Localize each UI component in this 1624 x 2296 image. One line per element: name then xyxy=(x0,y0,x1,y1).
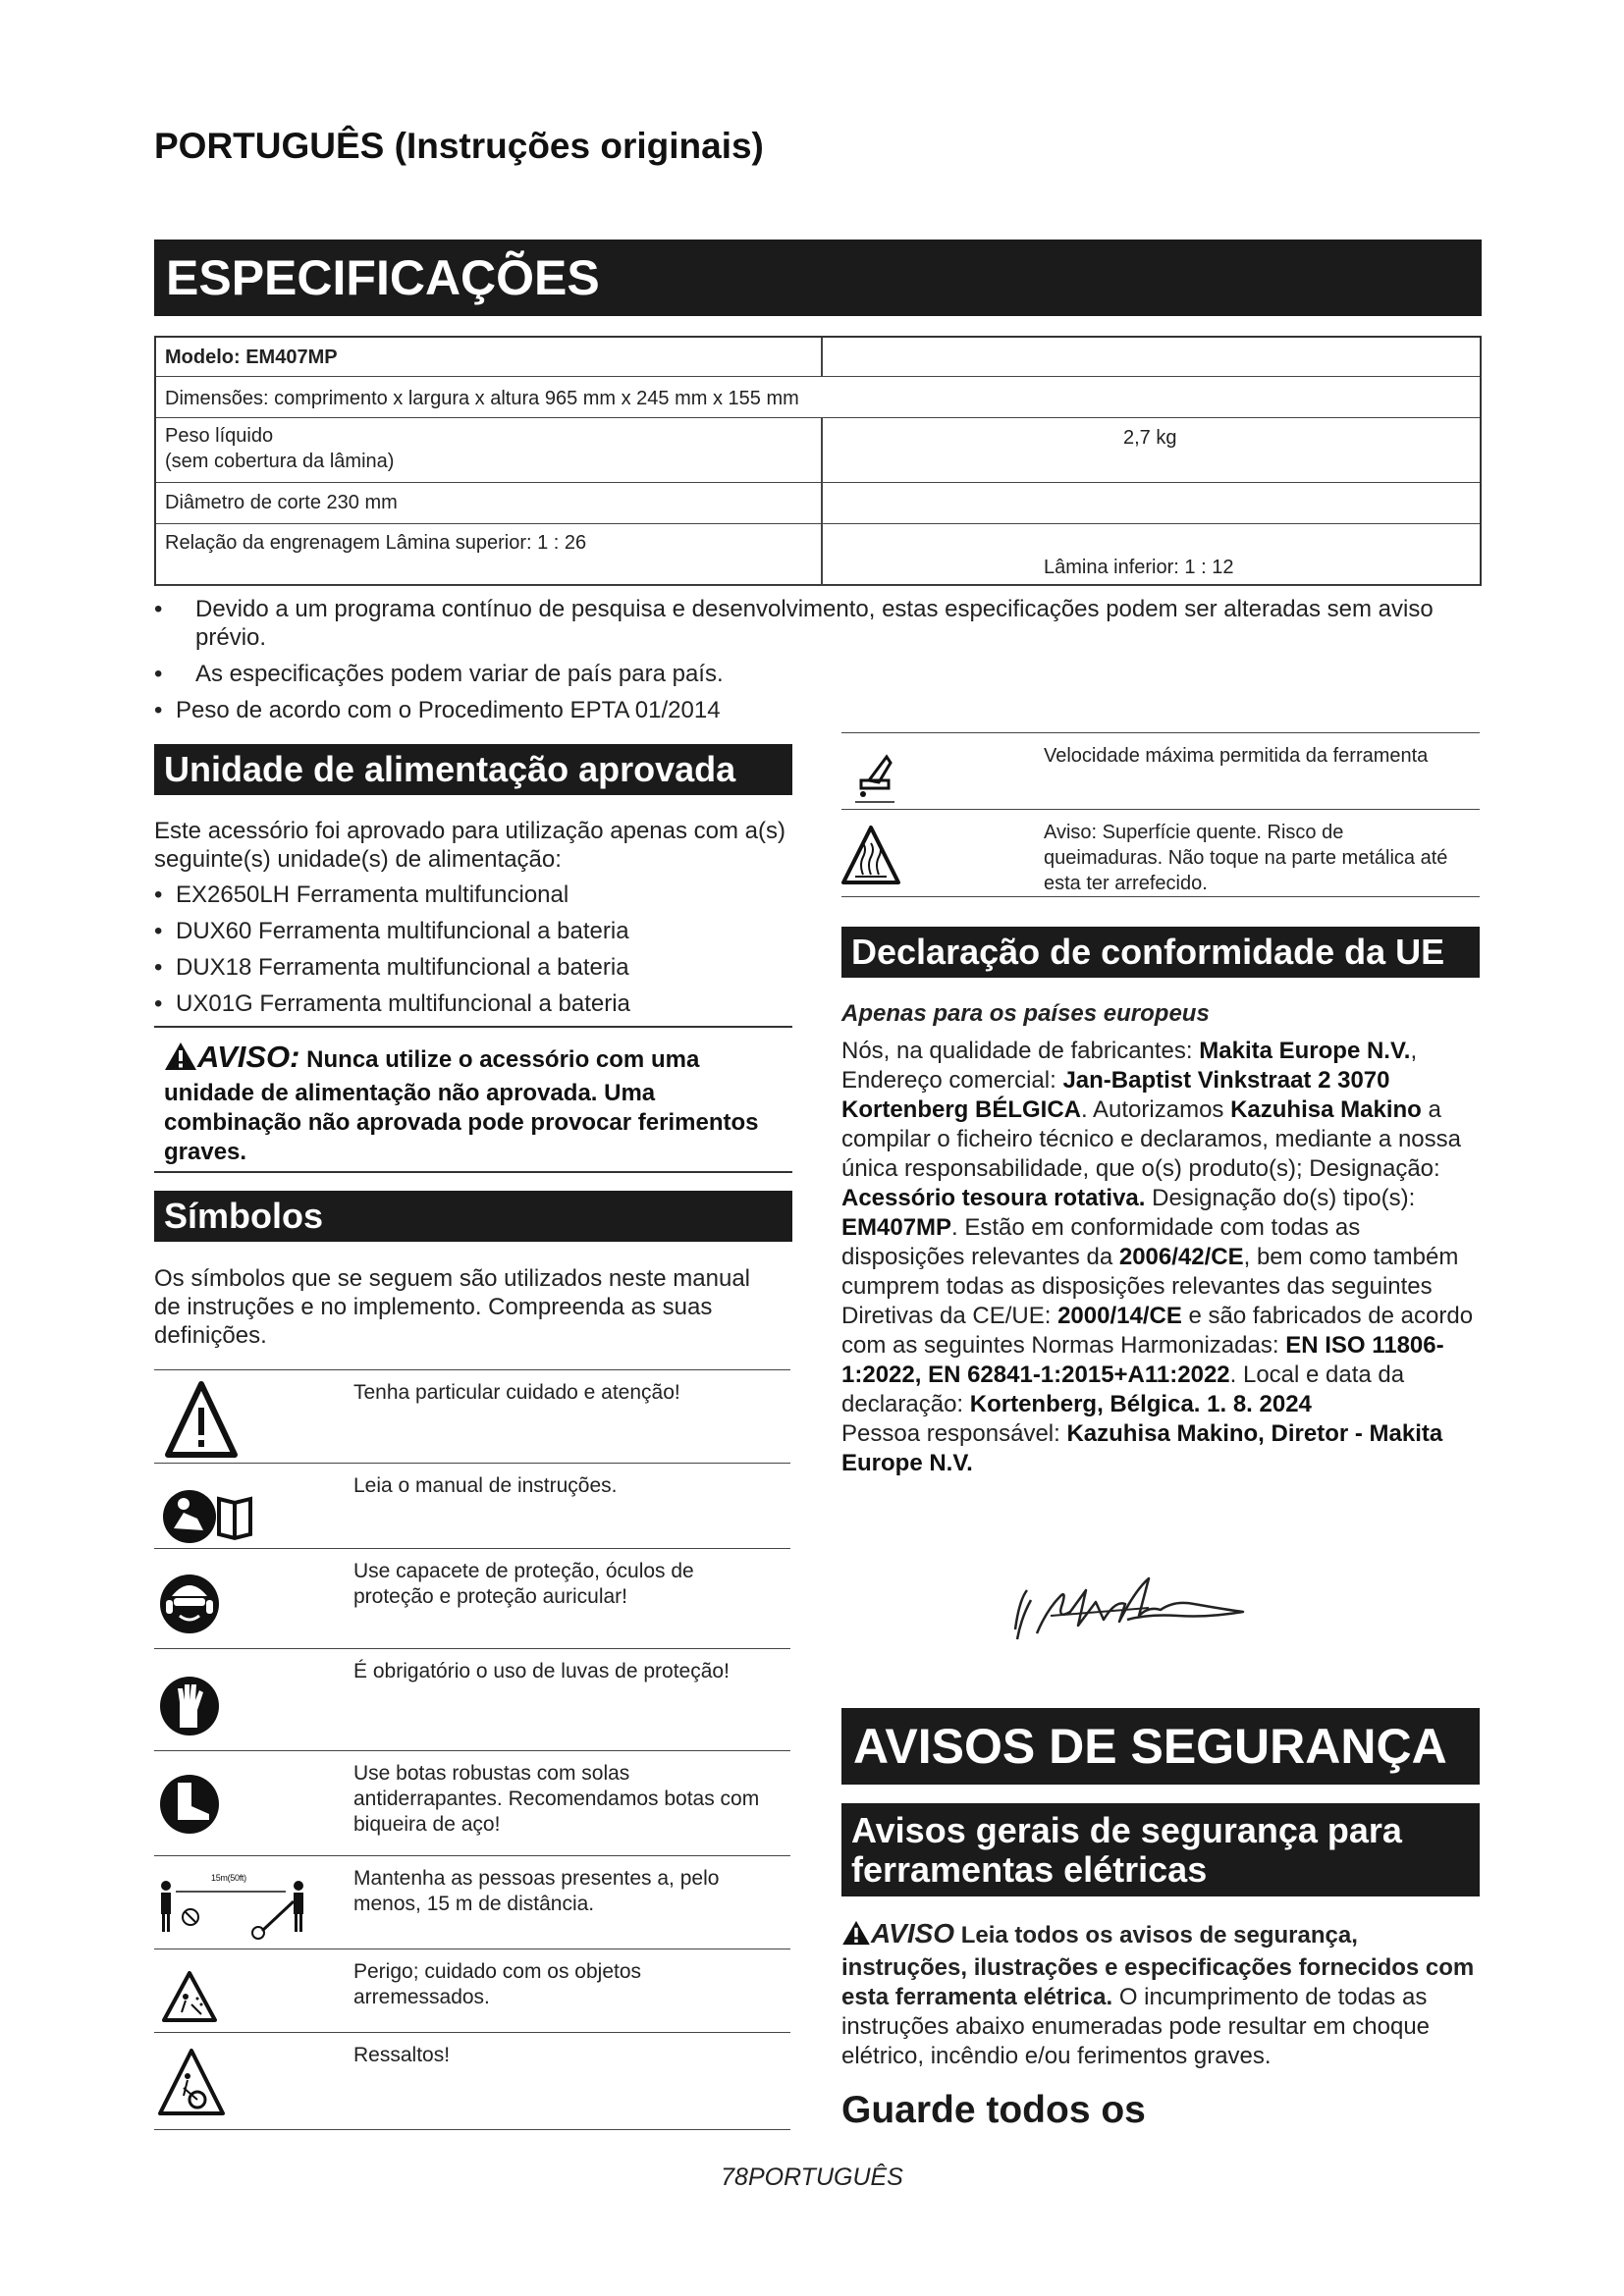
symbol-text: É obrigatório o uso de luvas de proteção! xyxy=(353,1660,730,1682)
spec-notes xyxy=(154,595,1460,732)
declaration-body xyxy=(841,999,1480,1478)
symbol-text: Perigo; cuidado com os objetos arremessados. xyxy=(353,1960,642,2008)
warning-label: AVISO: xyxy=(197,1040,300,1074)
warning-triangle-icon xyxy=(841,1920,871,1953)
spec-weight-sublabel: (sem cobertura da lâmina) xyxy=(165,451,395,472)
symbols-table-right xyxy=(841,732,1480,897)
safety-general-warning xyxy=(841,1919,1480,2071)
power-unit-item: • EX2650LH Ferramenta multifuncional xyxy=(154,881,792,909)
spec-note: • Peso de acordo com o Procedimento EPTA 01/2014 xyxy=(154,696,1460,724)
helmet-goggles-earmuffs-icon xyxy=(154,1559,331,1637)
power-unit-intro: Este acessório foi aprovado para utilização apenas com a(s) seguinte(s) unidade(s) de alimentação: xyxy=(154,818,786,873)
symbol-text: Use botas robustas com solas antiderrapantes. Recomendamos botas com biqueira de aço! xyxy=(353,1762,760,1836)
declaration-subheading: Apenas para os países europeus xyxy=(841,1000,1210,1027)
symbols-intro: Os símbolos que se seguem são utilizados neste manual de instruções e no implemento. Compreenda as suas definições. xyxy=(154,1265,750,1349)
symbol-row xyxy=(841,732,1480,809)
warning-triangle-icon xyxy=(154,1380,331,1459)
spec-note: • As especificações podem variar de país para país. xyxy=(154,660,1460,688)
spec-dimensions: Dimensões: comprimento x largura x altura 965 mm x 245 mm x 155 mm xyxy=(165,388,799,409)
spec-table xyxy=(154,336,1482,586)
symbol-row xyxy=(154,1463,790,1548)
kickback-icon xyxy=(154,2043,331,2121)
symbols-heading: Símbolos xyxy=(164,1196,324,1236)
warning-label: AVISO xyxy=(871,1918,955,1949)
language-title: PORTUGUÊS (Instruções originais) xyxy=(154,126,764,166)
page-footer: 78PORTUGUÊS xyxy=(721,2163,903,2191)
symbol-row xyxy=(154,1750,790,1855)
power-unit-heading-bar xyxy=(154,744,792,795)
power-unit-heading: Unidade de alimentação aprovada xyxy=(164,749,736,789)
symbol-text: Mantenha as pessoas presentes a, pelo menos, 15 m de distância. xyxy=(353,1867,720,1915)
symbol-row xyxy=(154,1369,790,1463)
safety-heading-bar xyxy=(841,1708,1480,1785)
declaration-heading: Declaração de conformidade da UE xyxy=(851,932,1445,972)
spec-gear-ratio-lower: Lâmina inferior: 1 : 12 xyxy=(1044,557,1234,578)
spec-model: Modelo: EM407MP xyxy=(165,347,338,368)
hot-surface-icon xyxy=(841,820,1018,898)
spec-cut-diameter: Diâmetro de corte 230 mm xyxy=(165,492,398,513)
symbols-heading-bar xyxy=(154,1191,792,1242)
specs-heading: ESPECIFICAÇÕES xyxy=(166,250,600,305)
symbol-row xyxy=(154,1648,790,1750)
symbol-row xyxy=(154,2032,790,2130)
power-unit-warning xyxy=(154,1026,792,1173)
symbol-text: Use capacete de proteção, óculos de proteção e proteção auricular! xyxy=(353,1560,694,1608)
spec-weight-value: 2,7 kg xyxy=(1123,427,1177,449)
spec-weight-label: Peso líquido xyxy=(165,425,274,447)
power-unit-item: • DUX60 Ferramenta multifuncional a bateria xyxy=(154,917,792,945)
symbols-table xyxy=(154,1369,790,2130)
thrown-objects-icon xyxy=(154,1959,331,2038)
symbol-text: Ressaltos! xyxy=(353,2044,451,2066)
spec-note: • Devido a um programa contínuo de pesquisa e desenvolvimento, estas especificações podem ser alteradas sem aviso prévio. xyxy=(154,595,1460,652)
symbol-row xyxy=(154,1548,790,1648)
symbol-text: Aviso: Superfície quente. Risco de queimaduras. Não toque na parte metálica até esta ter arrefecido. xyxy=(1044,822,1448,894)
safety-subheading: Avisos gerais de segurança para ferramentas elétricas xyxy=(851,1809,1402,1890)
specs-heading-bar xyxy=(154,240,1482,316)
symbol-text: Tenha particular cuidado e atenção! xyxy=(353,1381,680,1404)
declaration-text: Nós, na qualidade de fabricantes: Makita Europe N.V., Endereço comercial: Jan-Baptist Vinkstraat 2 3070 Kortenberg BÉLGICA. Autorizamos Kazuhisa Makino a compilar o ficheiro técnico e declaramos, mediante a nossa única responsabilidade, que o(s) produto(s); Designação: Acessório tesoura rotativa. Designação do(s) tipo(s): EM407MP. Estão em conformidade com todas as disposições relevantes da 2006/42/CE, bem como também cumprem todas as disposições relevantes das seguintes Diretivas da CE/UE: 2000/14/CE e são fabricados de acordo com as seguintes Normas Harmonizadas: EN ISO 11806-1:2022, EN 62841-1:2015+A11:2022. Local e data da declaração: Kortenberg, Bélgica. 1. 8. 2024 Pessoa responsável: Kazuhisa Makino, Diretor - Makita Europe N.V. xyxy=(841,1038,1474,1476)
gloves-icon xyxy=(154,1659,331,1737)
safety-heading: AVISOS DE SEGURANÇA xyxy=(853,1719,1447,1774)
warning-triangle-icon xyxy=(164,1041,197,1079)
symbol-row xyxy=(154,1949,790,2032)
power-unit-list xyxy=(154,881,792,1026)
keep-distance-icon-label: 15m(50ft) xyxy=(211,1873,246,1883)
warning-text: O incumprimento de todas as instruções abaixo enumeradas pode resultar em choque elétrico, incêndio e/ou ferimentos graves. xyxy=(841,1984,1431,2069)
warning-bold-text: Leia todos os avisos de segurança, instruções, ilustrações e especificações fornecidos com esta ferramenta elétrica. xyxy=(841,1922,1475,2010)
guarde-heading: Guarde todos os xyxy=(841,2089,1146,2131)
power-unit-item: • UX01G Ferramenta multifuncional a bateria xyxy=(154,989,792,1018)
warning-text: Nunca utilize o acessório com uma unidade de alimentação não aprovada. Uma combinação não aprovada pode provocar ferimentos graves. xyxy=(164,1046,759,1165)
spec-gear-ratio: Relação da engrenagem Lâmina superior: 1 : 26 xyxy=(165,532,587,554)
symbol-row xyxy=(154,1855,790,1949)
signature-image xyxy=(1001,1561,1316,1649)
power-unit-item: • DUX18 Ferramenta multifuncional a bateria xyxy=(154,953,792,982)
symbol-row xyxy=(841,809,1480,897)
symbol-text: Leia o manual de instruções. xyxy=(353,1474,618,1497)
symbol-text: Velocidade máxima permitida da ferramenta xyxy=(1044,745,1429,767)
read-manual-icon xyxy=(154,1473,331,1552)
boots-icon xyxy=(154,1761,331,1840)
safety-subheading-bar xyxy=(841,1803,1480,1896)
declaration-heading-bar xyxy=(841,927,1480,978)
